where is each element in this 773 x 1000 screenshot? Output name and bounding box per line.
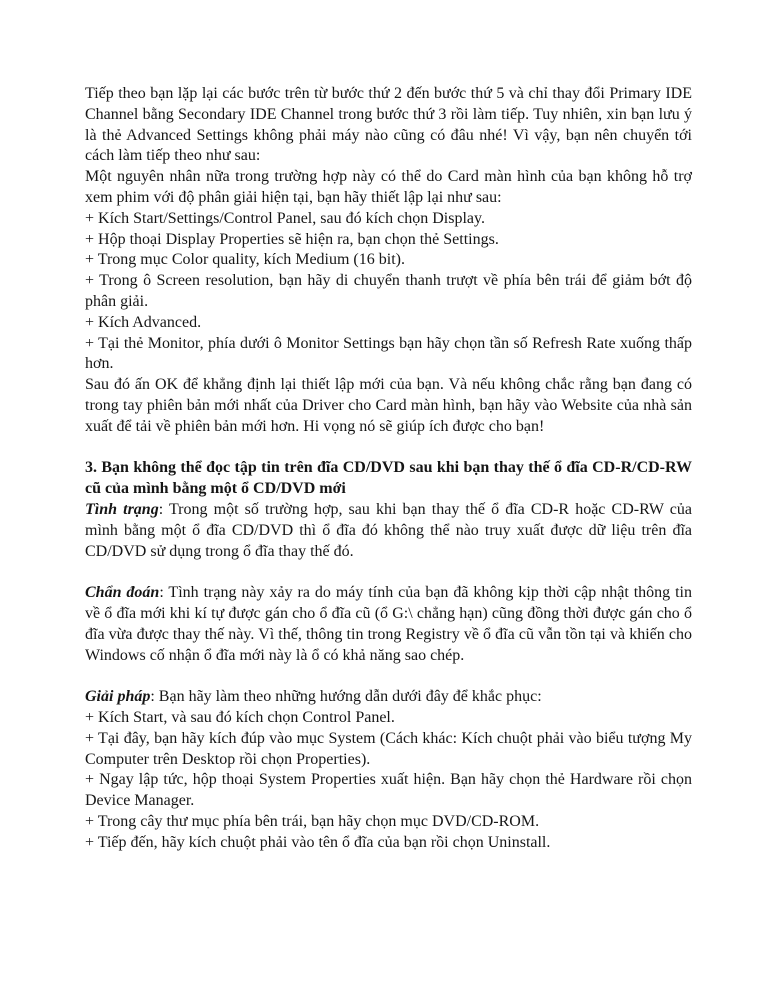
bullet-line: + Kích Start, và sau đó kích chọn Control Panel. (85, 708, 395, 726)
bullet-line: + Kích Start/Settings/Control Panel, sau đó kích chọn Display. (85, 209, 485, 227)
bullet-line: + Ngay lập tức, hộp thoại System Properties xuất hiện. Bạn hãy chọn thẻ Hardware rồi chọn Device Manager. (85, 771, 692, 810)
text-block (85, 84, 692, 853)
paragraph: Chẩn đoán: Tình trạng này xảy ra do máy tính của bạn đã không kịp thời cập nhật thông tin về ổ đĩa mới khi kí tự được gán cho ổ đĩa cũ (ổ G:\ chẳng hạn) cũng đồng thời được gán cho ổ đĩa vừa được thay thế này. Vì thế, thông tin trong Registry về ổ đĩa cũ vẫn tồn tại và khiến cho Windows cố nhận ổ đĩa mới này là ổ có khả năng sao chép. (85, 584, 693, 664)
section-heading: 3. Bạn không thể đọc tập tin trên đĩa CD/DVD sau khi bạn thay thế ổ đĩa CD-R/CD-RW cũ của mình bằng một ổ CD/DVD mới (85, 459, 692, 498)
bullet-line: + Trong cây thư mục phía bên trái, bạn hãy chọn mục DVD/CD-ROM. (85, 812, 540, 830)
bullet-line: + Tiếp đến, hãy kích chuột phải vào tên ổ đĩa của bạn rồi chọn Uninstall. (85, 833, 551, 851)
bullet-line: + Kích Advanced. (85, 313, 202, 331)
bullet-line: + Hộp thoại Display Properties sẽ hiện ra, bạn chọn thẻ Settings. (85, 230, 499, 248)
run-in-label: Tình trạng (85, 500, 159, 518)
paragraph: Giải pháp: Bạn hãy làm theo những hướng dẫn dưới đây để khắc phục: (85, 688, 542, 706)
paragraph: Một nguyên nhân nữa trong trường hợp này có thể do Card màn hình của bạn không hỗ trợ xem phim với độ phân giải hiện tại, bạn hãy thiết lập lại như sau: (85, 168, 692, 206)
paragraph: Tiếp theo bạn lặp lại các bước trên từ bước thứ 2 đến bước thứ 5 và chỉ thay đổi Primary IDE Channel bằng Secondary IDE Channel trong bước thứ 3 rồi làm tiếp. Tuy nhiên, xin bạn lưu ý là thẻ Advanced Settings không phải máy nào cũng có đâu nhé! Vì vậy, bạn nên chuyển tới cách làm tiếp theo như sau: (85, 85, 692, 165)
run-in-label: Giải pháp (85, 688, 151, 706)
paragraph-spacer (85, 666, 692, 687)
paragraph-spacer (85, 438, 692, 459)
run-in-label: Chẩn đoán (85, 584, 160, 602)
bullet-line: + Tại thẻ Monitor, phía dưới ô Monitor Settings bạn hãy chọn tần số Refresh Rate xuống thấp hơn. (85, 334, 692, 373)
bullet-line: + Trong ô Screen resolution, bạn hãy di chuyển thanh trượt về phía bên trái để giảm bớt độ phân giải. (85, 272, 692, 310)
paragraph: Sau đó ấn OK để khẳng định lại thiết lập mới của bạn. Và nếu không chắc rằng bạn đang có trong tay phiên bản mới nhất của Driver cho Card màn hình, bạn hãy vào Website của nhà sản xuất để tải về phiên bản mới hơn. Hi vọng nó sẽ giúp ích được cho bạn! (85, 376, 692, 435)
paragraph-spacer (85, 562, 692, 583)
bullet-line: + Trong mục Color quality, kích Medium (16 bit). (85, 251, 405, 269)
bullet-line: + Tại đây, bạn hãy kích đúp vào mục System (Cách khác: Kích chuột phải vào biểu tượng My Computer trên Desktop rồi chọn Properties). (85, 729, 692, 768)
paragraph: Tình trạng: Trong một số trường hợp, sau khi bạn thay thế ổ đĩa CD-R hoặc CD-RW của mình bằng một ổ đĩa CD/DVD thì ổ đĩa đó không thể nào truy xuất được dữ liệu trên đĩa CD/DVD sử dụng trong ổ đĩa thay thế đó. (85, 500, 692, 560)
